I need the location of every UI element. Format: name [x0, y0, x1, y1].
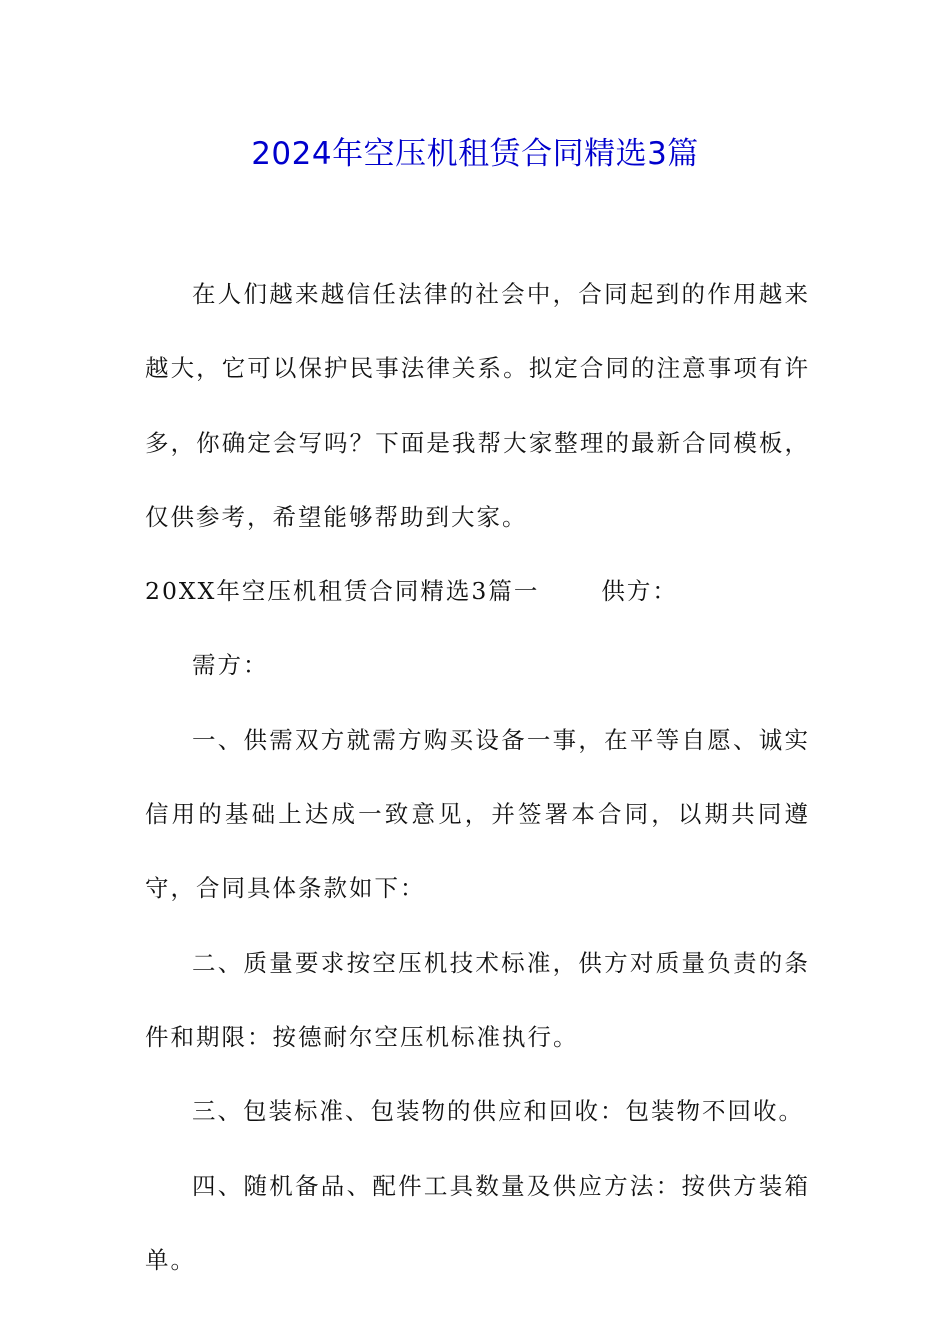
buyer-label: 需方： [192, 651, 269, 680]
section-heading: 20XX年空压机租赁合同精选3篇一 [145, 577, 540, 606]
document-title: 2024年空压机租赁合同精选3篇 [251, 136, 699, 172]
intro-paragraph: 在人们越来越信任法律的社会中，合同起到的作用越来越大，它可以保护民事法律关系。拟定合同的注意事项有许多，你确定会写吗？下面是我帮大家整理的最新合同模板，仅供参考，希望能够帮助到大家。 [145, 280, 810, 531]
document-body [145, 257, 810, 1297]
supplier-label: 供方： [601, 577, 678, 606]
clause-2: 二、质量要求按空压机技术标准，供方对质量负责的条件和期限：按德耐尔空压机标准执行。 [145, 948, 810, 1051]
clause-4: 四、随机备品、配件工具数量及供应方法：按供方装箱单。 [145, 1171, 810, 1274]
clause-3: 三、包装标准、包装物的供应和回收：包装物不回收。 [192, 1097, 804, 1126]
clause-1: 一、供需双方就需方购买设备一事，在平等自愿、诚实信用的基础上达成一致意见，并签署本合同，以期共同遵守，合同具体条款如下： [145, 725, 810, 903]
section-heading-line [145, 554, 810, 628]
